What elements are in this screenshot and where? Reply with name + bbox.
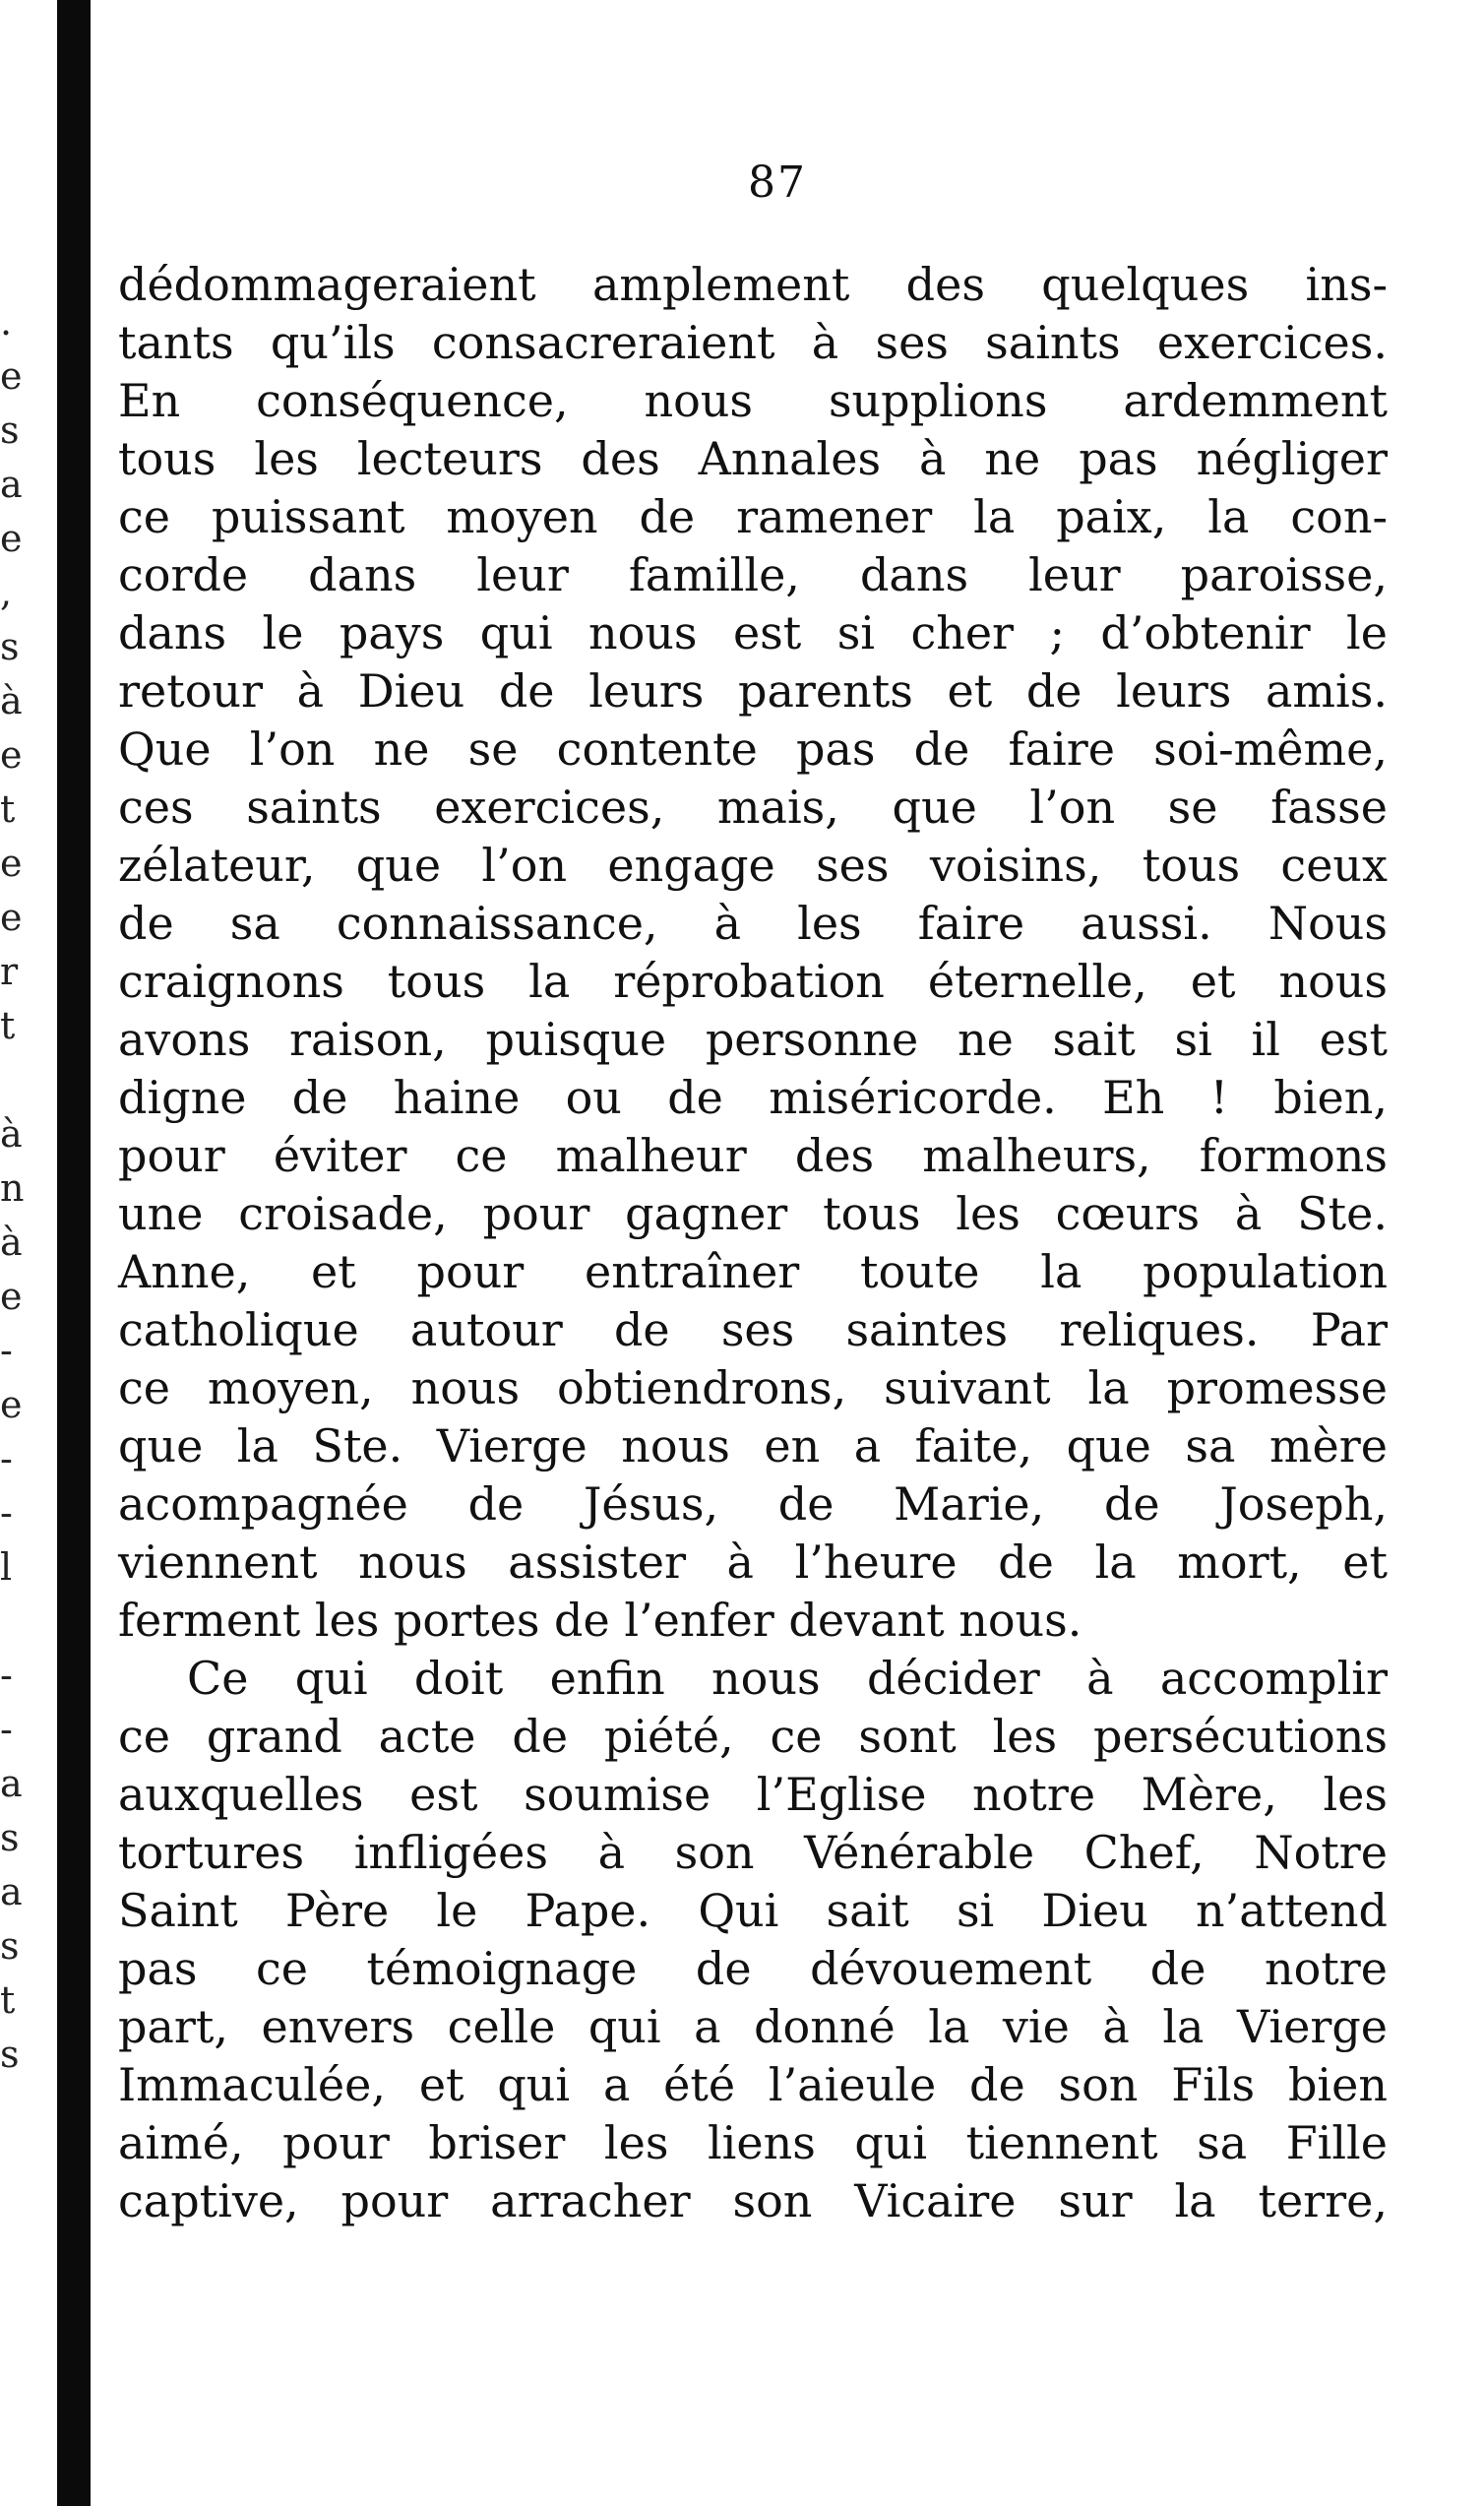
- fragment: s: [0, 2033, 20, 2076]
- text-line: tants qu’ils consacreraient à ses saints exercices.: [118, 316, 1388, 369]
- fragment: l: [0, 1545, 13, 1589]
- text-line: digne de haine ou de miséricorde. Eh ! bien,: [118, 1071, 1388, 1124]
- fragment: e: [0, 896, 23, 939]
- fragment: a: [0, 463, 23, 506]
- text-line: En conséquence, nous supplions ardemment: [118, 374, 1388, 427]
- text-line: Immaculée, et qui a été l’aieule de son Fils bien: [118, 2058, 1388, 2111]
- text-line: que la Ste. Vierge nous en a faite, que sa mère: [118, 1419, 1388, 1472]
- fragment: s: [0, 408, 20, 452]
- fragment: e: [0, 354, 23, 398]
- fragment: -: [0, 1654, 13, 1697]
- fragment: s: [0, 1816, 20, 1859]
- fragment: e: [0, 733, 23, 777]
- text-line: Anne, et pour entraîner toute la population: [118, 1245, 1388, 1298]
- text-line: pas ce témoignage de dévouement de notre: [118, 1942, 1388, 1995]
- fragment: s: [0, 1924, 20, 1968]
- text-line: zélateur, que l’on engage ses voisins, tous ceux: [118, 839, 1388, 892]
- text-line: craignons tous la réprobation éternelle, et nous: [118, 955, 1388, 1008]
- text-line: tortures infligées à son Vénérable Chef, Notre: [118, 1826, 1388, 1879]
- text-line: ces saints exercices, mais, que l’on se fasse: [118, 781, 1388, 834]
- page-number: 87: [748, 157, 807, 208]
- fragment: -: [0, 1708, 13, 1751]
- fragment: à: [0, 1112, 23, 1156]
- fragment: t: [0, 787, 16, 831]
- text-line: Que l’on ne se contente pas de faire soi-même,: [118, 722, 1388, 776]
- fragment: à: [0, 1221, 23, 1264]
- fragment: [0, 1053, 30, 1107]
- text-line: aimé, pour briser les liens qui tiennent sa Fille: [118, 2116, 1388, 2169]
- fragment: r: [0, 950, 19, 993]
- fragment: à: [0, 679, 23, 722]
- text-line: dédommageraient amplement des quelques ins-: [118, 258, 1388, 311]
- fragment: e: [0, 842, 23, 885]
- text-line: acompagnée de Jésus, de Marie, de Joseph,: [118, 1477, 1388, 1531]
- text-line: ce moyen, nous obtiendrons, suivant la promesse: [118, 1361, 1388, 1414]
- fragment: n: [0, 1166, 25, 1210]
- fragment: a: [0, 1870, 23, 1913]
- fragment: ,: [0, 571, 13, 614]
- book-gutter-shadow: [57, 0, 91, 2506]
- fragment: a: [0, 1762, 23, 1805]
- body-text: [118, 256, 1388, 2230]
- text-line: ce grand acte de piété, ce sont les persécutions: [118, 1710, 1388, 1763]
- text-line: corde dans leur famille, dans leur paroisse,: [118, 548, 1388, 601]
- text-line: tous les lecteurs des Annales à ne pas négliger: [118, 432, 1388, 485]
- fragment: e: [0, 517, 23, 560]
- fragment: s: [0, 625, 20, 668]
- text-line: auxquelles est soumise l’Eglise notre Mère, les: [118, 1768, 1388, 1821]
- text-line: pour éviter ce malheur des malheurs, formons: [118, 1129, 1388, 1182]
- fragment: .: [0, 300, 13, 344]
- fragment: -: [0, 1329, 13, 1372]
- adjacent-page-fragments: [0, 295, 30, 2082]
- text-line: dans le pays qui nous est si cher ; d’obtenir le: [118, 606, 1388, 659]
- fragment: t: [0, 1978, 16, 2022]
- text-line: viennent nous assister à l’heure de la mort, et: [118, 1535, 1388, 1589]
- fragment: [0, 1595, 30, 1649]
- fragment: t: [0, 1004, 16, 1047]
- text-line: Ce qui doit enfin nous décider à accomplir: [187, 1652, 1388, 1705]
- text-line: une croisade, pour gagner tous les cœurs à Ste.: [118, 1187, 1388, 1240]
- fragment: e: [0, 1275, 23, 1318]
- text-line: Saint Père le Pape. Qui sait si Dieu n’attend: [118, 1884, 1388, 1937]
- text-line: ferment les portes de l’enfer devant nous.: [118, 1594, 1082, 1647]
- text-line: retour à Dieu de leurs parents et de leurs amis.: [118, 664, 1388, 718]
- text-line: part, envers celle qui a donné la vie à la Vierge: [118, 2000, 1388, 2053]
- text-line: captive, pour arracher son Vicaire sur la terre,: [118, 2174, 1388, 2227]
- text-line: avons raison, puisque personne ne sait si il est: [118, 1013, 1388, 1066]
- fragment: e: [0, 1383, 23, 1426]
- text-line: ce puissant moyen de ramener la paix, la con-: [118, 490, 1388, 543]
- text-line: de sa connaissance, à les faire aussi. Nous: [118, 897, 1388, 950]
- fragment: -: [0, 1491, 13, 1535]
- fragment: -: [0, 1437, 13, 1480]
- text-line: catholique autour de ses saintes reliques. Par: [118, 1303, 1388, 1356]
